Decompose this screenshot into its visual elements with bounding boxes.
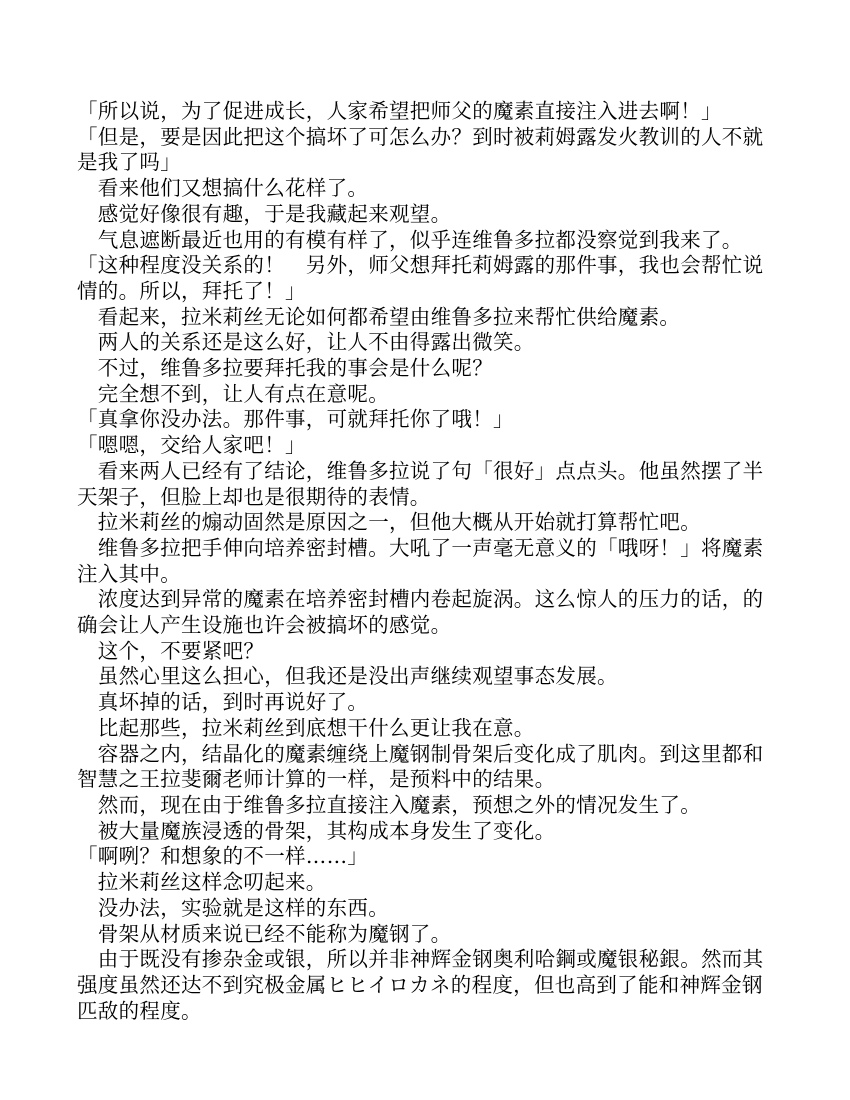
- paragraph: 比起那些，拉米莉丝到底想干什么更让我在意。: [77, 715, 535, 740]
- paragraph: 骨架从材质来说已经不能称为魔钢了。: [77, 921, 452, 946]
- paragraph: 「嗯嗯，交给人家吧！」: [77, 433, 306, 458]
- paragraph: 「所以说，为了促进成长，人家希望把师父的魔素直接注入进去啊！」: [77, 99, 722, 123]
- paragraph: 维鲁多拉把手伸向培养密封槽。大吼了一声毫无意义的「哦呀！」将魔素注入其中。: [77, 535, 764, 586]
- paragraph: 看起来，拉米莉丝无论如何都希望由维鲁多拉来帮忙供给魔素。: [77, 304, 681, 329]
- paragraph: 真坏掉的话，到时再说好了。: [77, 690, 369, 715]
- paragraph: 「但是，要是因此把这个搞坏了可怎么办？到时被莉姆露发火教训的人不就是我了吗」: [77, 124, 764, 175]
- paragraph: 不过，维鲁多拉要拜托我的事会是什么呢？: [77, 356, 493, 381]
- paragraph: 两人的关系还是这么好，让人不由得露出微笑。: [77, 330, 535, 355]
- paragraph: 气息遮断最近也用的有模有样了，似乎连维鲁多拉都没察觉到我来了。: [77, 227, 743, 252]
- paragraph: 拉米莉丝这样念叨起来。: [77, 870, 327, 895]
- paragraph: 虽然心里这么担心，但我还是没出声继续观望事态发展。: [77, 664, 618, 689]
- paragraph: 完全想不到，让人有点在意呢。: [77, 381, 389, 406]
- paragraph: 「真拿你没办法。那件事，可就拜托你了哦！」: [77, 407, 514, 432]
- paragraph: 被大量魔族浸透的骨架，其构成本身发生了变化。: [77, 818, 556, 843]
- paragraph: 由于既没有掺杂金或银，所以并非神辉金钢奥利哈鋼或魔银秘銀。然而其强度虽然还达不到究极金属ヒヒイロカネ的程度，但也高到了能和神辉金钢匹敌的程度。: [77, 947, 764, 1023]
- paragraph: 拉米莉丝的煽动固然是原因之一，但他大概从开始就打算帮忙吧。: [77, 510, 701, 535]
- paragraph: 这个，不要紧吧？: [77, 638, 265, 663]
- paragraph: 「啊咧？和想象的不一样……」: [77, 844, 369, 869]
- body-text: [77, 99, 777, 1024]
- paragraph: 浓度达到异常的魔素在培养密封槽内卷起旋涡。这么惊人的压力的话，的确会让人产生设施也许会被搞坏的感觉。: [77, 587, 764, 638]
- paragraph: 「这种程度没关系的！ 另外，师父想拜托莉姆露的那件事，我也会帮忙说情的。所以，拜托了！」: [77, 253, 764, 303]
- paragraph: 没办法，实验就是这样的东西。: [77, 895, 389, 920]
- paragraph: 然而，现在由于维鲁多拉直接注入魔素，预想之外的情况发生了。: [77, 792, 701, 817]
- paragraph: 看来他们又想搞什么花样了。: [77, 176, 369, 201]
- paragraph: 看来两人已经有了结论，维鲁多拉说了句「很好」点点头。他虽然摆了半天架子，但脸上却也是很期待的表情。: [77, 458, 764, 509]
- paragraph: 感觉好像很有趣，于是我藏起来观望。: [77, 201, 452, 226]
- paragraph: 容器之内，结晶化的魔素缠绕上魔钢制骨架后变化成了肌肉。到这里都和智慧之王拉斐爾老师计算的一样，是预料中的结果。: [77, 741, 764, 792]
